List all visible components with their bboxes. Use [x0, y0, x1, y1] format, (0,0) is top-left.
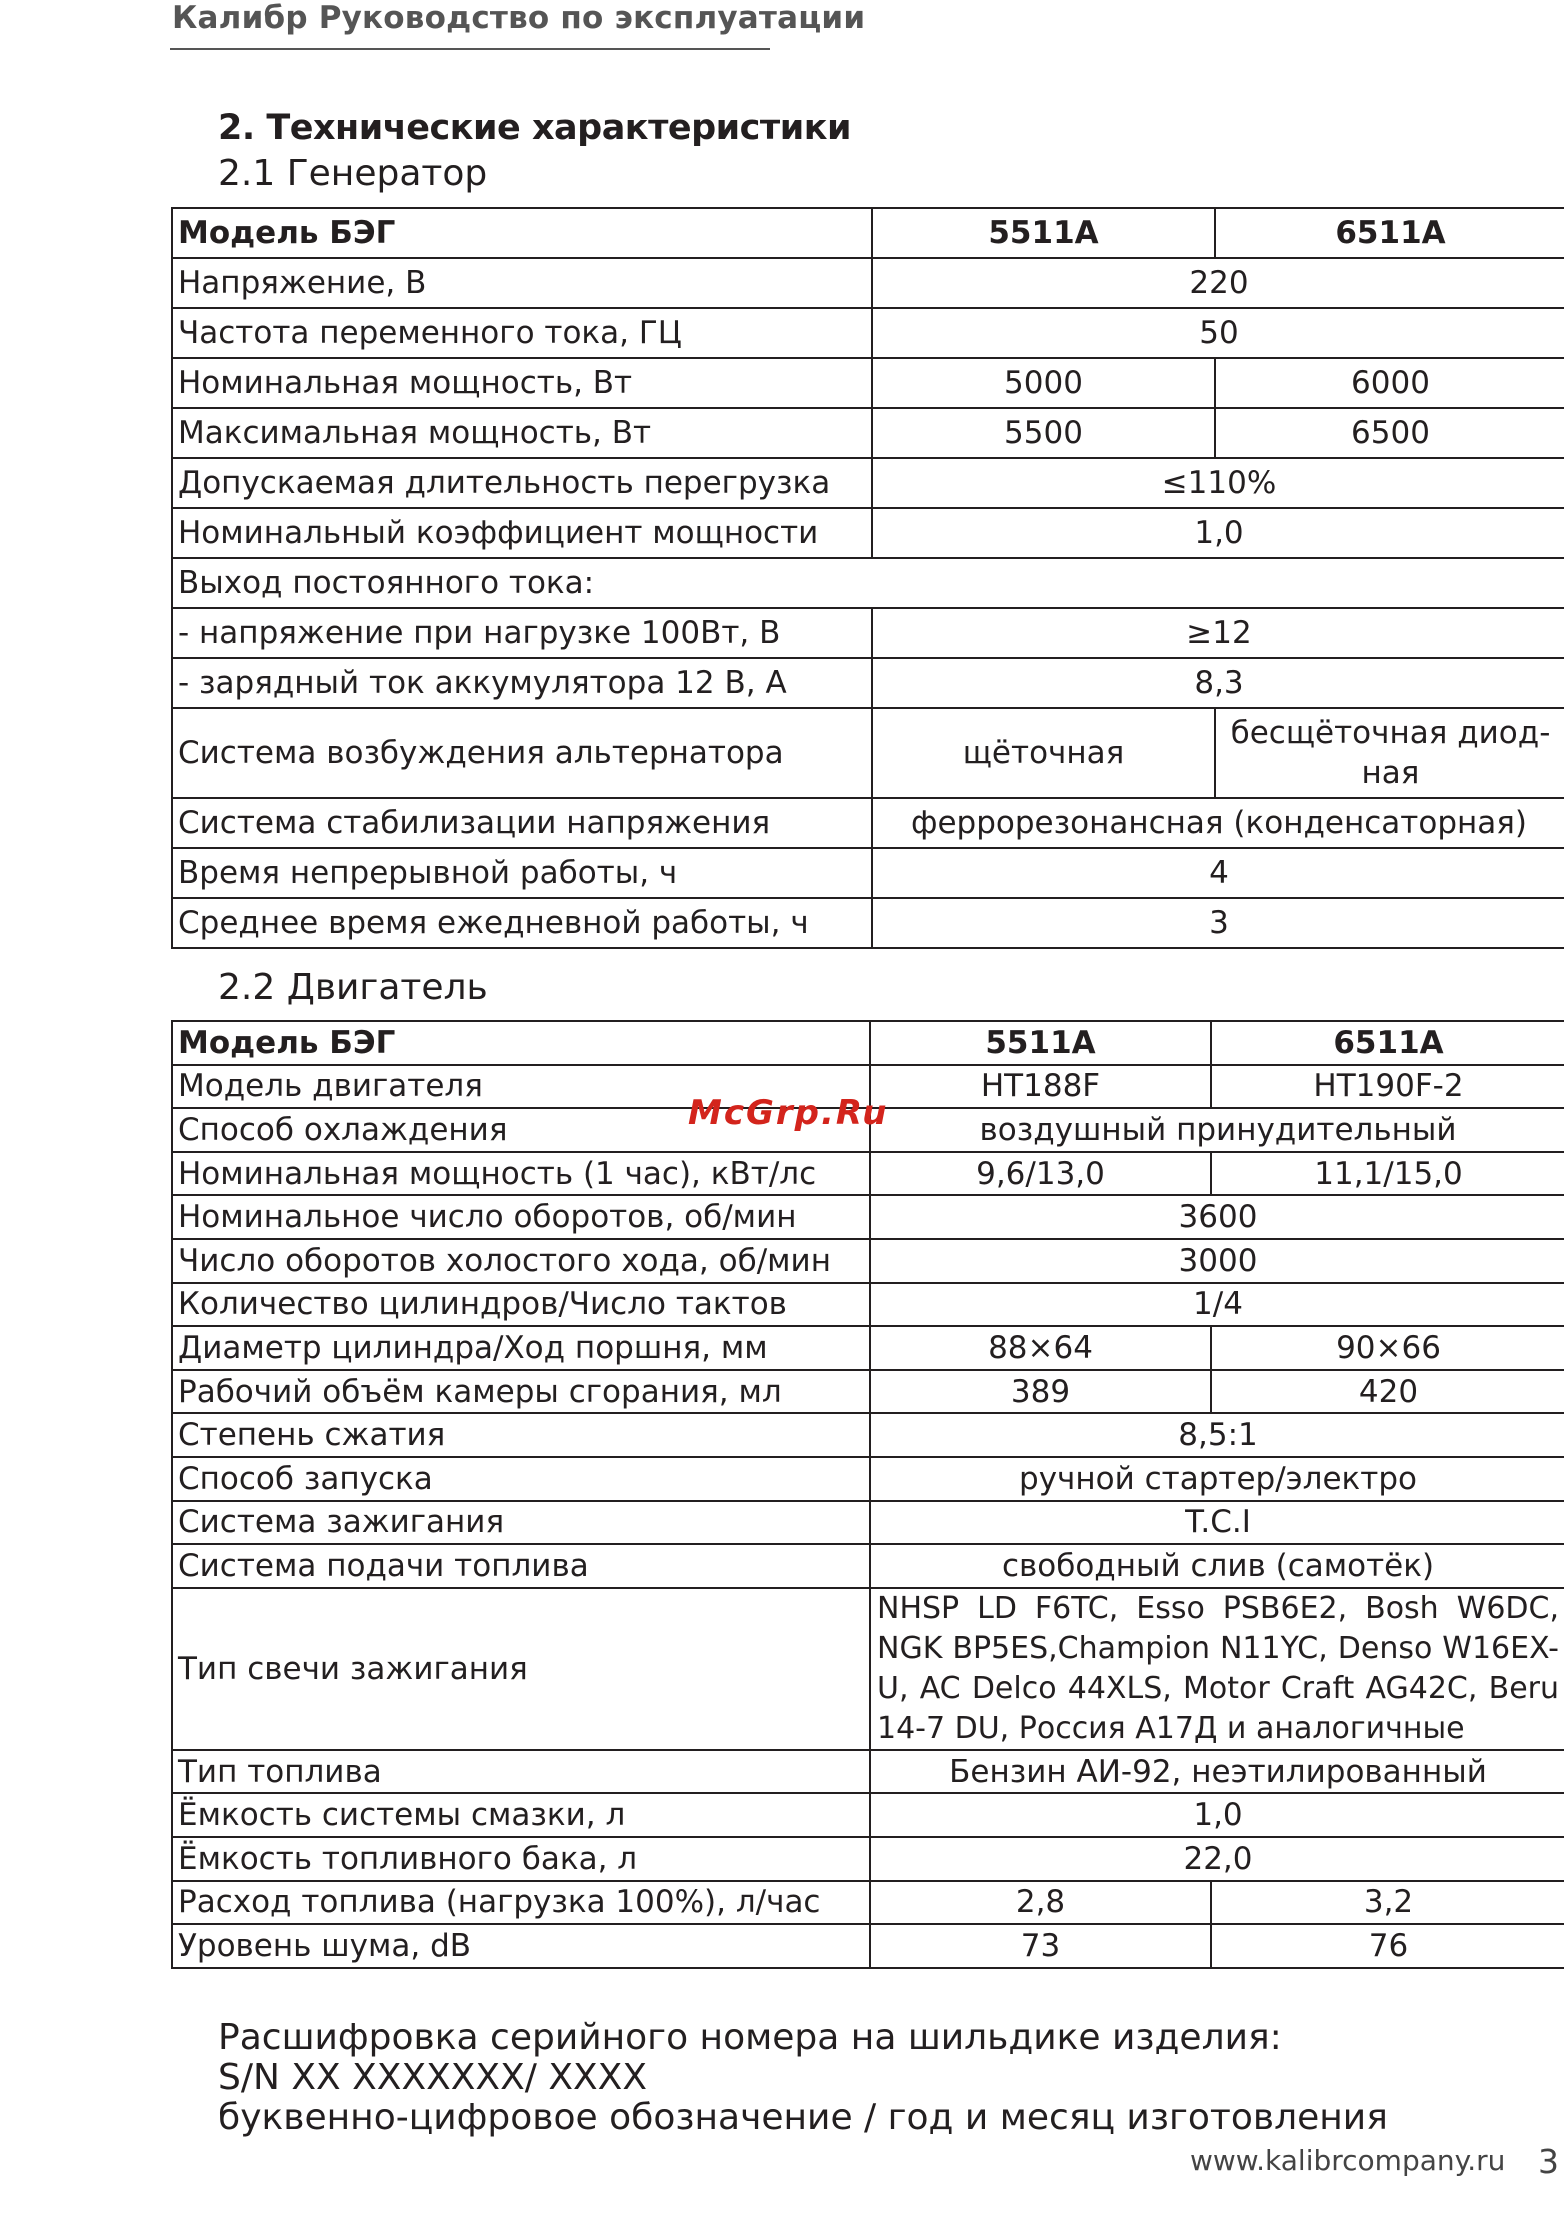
header-model-2: 6511А	[1211, 1021, 1564, 1065]
row-value-model-2: HT190F-2	[1211, 1065, 1564, 1109]
table-row	[172, 1283, 1564, 1327]
row-value: 3	[872, 898, 1564, 948]
row-label: Номинальная мощность (1 час), кВт/лс	[172, 1152, 870, 1196]
row-value: 1,0	[870, 1793, 1564, 1837]
table-row	[172, 1195, 1564, 1239]
row-label: Напряжение, В	[172, 258, 872, 308]
table-row	[172, 258, 1564, 308]
row-label: Уровень шума, dB	[172, 1924, 870, 1968]
note-line: Расшифровка серийного номера на шильдике изделия:	[218, 2017, 1282, 2058]
website-link[interactable]: www.kalibrcompany.ru	[1190, 2144, 1506, 2177]
note-line: буквенно-цифровое обозначение / год и месяц изготовления	[218, 2097, 1388, 2138]
row-value-model-2: бесщёточная диод-ная	[1215, 708, 1564, 798]
header-model-2: 6511А	[1215, 208, 1564, 258]
table-row	[172, 308, 1564, 358]
table-row	[172, 508, 1564, 558]
table-row	[172, 658, 1564, 708]
row-value-model-1: HT188F	[870, 1065, 1211, 1109]
row-value: 8,5:1	[870, 1413, 1564, 1457]
table-header-row	[172, 1021, 1564, 1065]
row-label: Номинальное число оборотов, об/мин	[172, 1195, 870, 1239]
engine-subtitle: 2.2 Двигатель	[218, 967, 488, 1008]
row-label: Тип свечи зажигания	[172, 1588, 870, 1750]
header-model-1: 5511А	[872, 208, 1215, 258]
row-value-model-2: 6000	[1215, 358, 1564, 408]
table-row	[172, 798, 1564, 848]
row-label: Максимальная мощность, Вт	[172, 408, 872, 458]
row-value-model-1: 88×64	[870, 1326, 1211, 1370]
generator-subtitle: 2.1 Генератор	[218, 153, 488, 194]
table-row	[172, 1924, 1564, 1968]
table-row	[172, 1152, 1564, 1196]
generator-spec-table	[171, 207, 1564, 949]
note-line: S/N XX XXXXXXX/ XXXX	[218, 2057, 647, 2098]
row-label: Система стабилизации напряжения	[172, 798, 872, 848]
row-label: Степень сжатия	[172, 1413, 870, 1457]
row-label: Диаметр цилиндра/Ход поршня, мм	[172, 1326, 870, 1370]
row-value: 1/4	[870, 1283, 1564, 1327]
table-header-row	[172, 208, 1564, 258]
row-label: Способ охлаждения	[172, 1108, 870, 1152]
row-value-model-1: 389	[870, 1370, 1211, 1414]
table-row	[172, 1588, 1564, 1750]
row-value-model-2: 76	[1211, 1924, 1564, 1968]
row-value: ≤110%	[872, 458, 1564, 508]
row-value: 22,0	[870, 1837, 1564, 1881]
table-row	[172, 608, 1564, 658]
engine-spec-table	[171, 1020, 1564, 1969]
row-label: Количество цилиндров/Число тактов	[172, 1283, 870, 1327]
row-label: Тип топлива	[172, 1750, 870, 1794]
table-row	[172, 408, 1564, 458]
table-row	[172, 1326, 1564, 1370]
row-label: Расход топлива (нагрузка 100%), л/час	[172, 1881, 870, 1925]
row-label: Система зажигания	[172, 1501, 870, 1545]
row-label: Выход постоянного тока:	[172, 558, 1564, 608]
row-value-model-1: 9,6/13,0	[870, 1152, 1211, 1196]
header-model-1: 5511А	[870, 1021, 1211, 1065]
header-divider	[170, 48, 770, 50]
table-row	[172, 458, 1564, 508]
header-title: Калибр Руководство по эксплуатации	[172, 0, 866, 36]
table-row	[172, 558, 1564, 608]
row-label: Частота переменного тока, ГЦ	[172, 308, 872, 358]
row-value: 3000	[870, 1239, 1564, 1283]
table-row	[172, 708, 1564, 798]
table-row	[172, 898, 1564, 948]
table-row	[172, 358, 1564, 408]
row-value-model-2: 90×66	[1211, 1326, 1564, 1370]
row-value-model-2: 11,1/15,0	[1211, 1152, 1564, 1196]
row-value: ≥12	[872, 608, 1564, 658]
row-value: 3600	[870, 1195, 1564, 1239]
row-label: Время непрерывной работы, ч	[172, 848, 872, 898]
row-label: Модель двигателя	[172, 1065, 870, 1109]
row-label: Ёмкость системы смазки, л	[172, 1793, 870, 1837]
header-label: Модель БЭГ	[172, 208, 872, 258]
row-label: - зарядный ток аккумулятора 12 В, А	[172, 658, 872, 708]
table-row	[172, 1750, 1564, 1794]
row-label: Число оборотов холостого хода, об/мин	[172, 1239, 870, 1283]
table-row	[172, 1837, 1564, 1881]
row-label: Допускаемая длительность перегрузка	[172, 458, 872, 508]
row-value: феррорезонансная (конденсаторная)	[872, 798, 1564, 848]
row-value: 1,0	[872, 508, 1564, 558]
table-row	[172, 1413, 1564, 1457]
row-value-model-2: 420	[1211, 1370, 1564, 1414]
table-row	[172, 1370, 1564, 1414]
table-row	[172, 1457, 1564, 1501]
table-row	[172, 1501, 1564, 1545]
row-label: Номинальная мощность, Вт	[172, 358, 872, 408]
page-number: 3	[1538, 2142, 1559, 2181]
row-value: Бензин АИ-92, неэтилированный	[870, 1750, 1564, 1794]
row-value: воздушный принудительный	[870, 1108, 1564, 1152]
row-value: T.C.I	[870, 1501, 1564, 1545]
header-label: Модель БЭГ	[172, 1021, 870, 1065]
row-label: Среднее время ежедневной работы, ч	[172, 898, 872, 948]
row-label: Рабочий объём камеры сгорания, мл	[172, 1370, 870, 1414]
row-label: Ёмкость топливного бака, л	[172, 1837, 870, 1881]
row-value-model-1: 2,8	[870, 1881, 1211, 1925]
row-value-model-1: 5500	[872, 408, 1215, 458]
row-value-model-2: 6500	[1215, 408, 1564, 458]
row-value: 4	[872, 848, 1564, 898]
section-title: 2. Технические характеристики	[218, 108, 851, 148]
serial-number-note	[218, 2018, 1388, 2138]
row-label: Номинальный коэффициент мощности	[172, 508, 872, 558]
row-value-model-2: 3,2	[1211, 1881, 1564, 1925]
table-row	[172, 1239, 1564, 1283]
row-value-model-1: 73	[870, 1924, 1211, 1968]
row-label: Система подачи топлива	[172, 1544, 870, 1588]
row-value: ручной стартер/электро	[870, 1457, 1564, 1501]
row-value: 50	[872, 308, 1564, 358]
row-value: 8,3	[872, 658, 1564, 708]
watermark: McGrp.Ru	[688, 1093, 889, 1133]
table-row	[172, 848, 1564, 898]
table-row	[172, 1793, 1564, 1837]
table-row	[172, 1544, 1564, 1588]
row-label: - напряжение при нагрузке 100Вт, В	[172, 608, 872, 658]
row-value: NHSP LD F6TC, Esso PSB6E2, Bosh W6DC, NGK BP5ES,Champion N11YC, Denso W16EX-U, AC Delco 44XLS, Motor Craft AG42C, Beru 14-7 DU, Россия А17Д и аналогичные	[870, 1588, 1564, 1750]
row-label: Система возбуждения альтернатора	[172, 708, 872, 798]
table-row	[172, 1881, 1564, 1925]
row-value: 220	[872, 258, 1564, 308]
row-value-model-1: 5000	[872, 358, 1215, 408]
row-value-model-1: щёточная	[872, 708, 1215, 798]
row-value: свободный слив (самотёк)	[870, 1544, 1564, 1588]
row-label: Способ запуска	[172, 1457, 870, 1501]
